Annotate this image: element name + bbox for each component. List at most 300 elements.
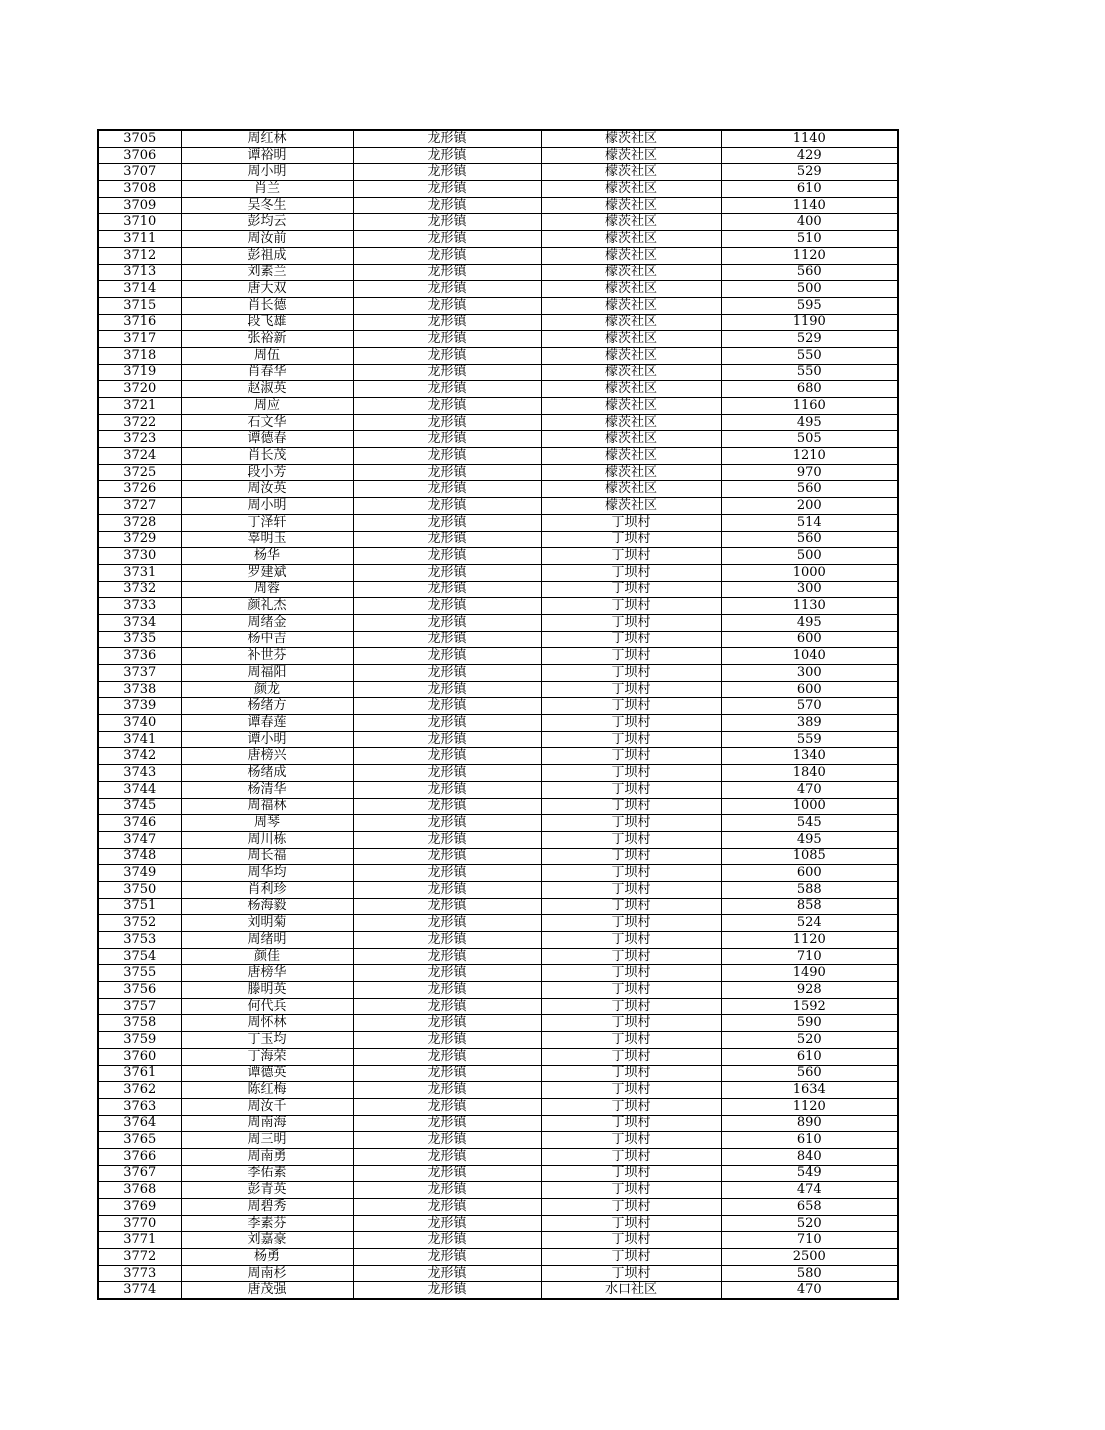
village-cell: 丁坝村: [541, 1215, 721, 1232]
amount-cell: 1592: [721, 998, 898, 1015]
table-row: [98, 548, 898, 565]
amount-cell: 400: [721, 214, 898, 231]
village-cell: 檬茨社区: [541, 231, 721, 248]
town-cell: 龙形镇: [353, 998, 541, 1015]
village-cell: 丁坝村: [541, 1098, 721, 1115]
village-cell: 水口社区: [541, 1282, 721, 1299]
town-cell: 龙形镇: [353, 1165, 541, 1182]
town-cell: 龙形镇: [353, 581, 541, 598]
name-cell: 周华均: [181, 865, 353, 882]
town-cell: 龙形镇: [353, 548, 541, 565]
table-row: [98, 848, 898, 865]
table-row: [98, 181, 898, 198]
amount-cell: 1120: [721, 932, 898, 949]
amount-cell: 545: [721, 815, 898, 832]
amount-cell: 610: [721, 1048, 898, 1065]
amount-cell: 474: [721, 1182, 898, 1199]
village-cell: 檬茨社区: [541, 264, 721, 281]
table-row: [98, 1065, 898, 1082]
town-cell: 龙形镇: [353, 1199, 541, 1216]
village-cell: 丁坝村: [541, 1165, 721, 1182]
table-row: [98, 731, 898, 748]
row-number-cell: 3732: [98, 581, 181, 598]
table-row: [98, 815, 898, 832]
town-cell: 龙形镇: [353, 464, 541, 481]
row-number-cell: 3706: [98, 147, 181, 164]
name-cell: 周南勇: [181, 1148, 353, 1165]
village-cell: 丁坝村: [541, 1082, 721, 1099]
name-cell: 周福阳: [181, 665, 353, 682]
village-cell: 丁坝村: [541, 982, 721, 999]
village-cell: 檬茨社区: [541, 130, 721, 147]
town-cell: 龙形镇: [353, 1182, 541, 1199]
town-cell: 龙形镇: [353, 314, 541, 331]
amount-cell: 710: [721, 948, 898, 965]
town-cell: 龙形镇: [353, 948, 541, 965]
name-cell: 周应: [181, 398, 353, 415]
table-row: [98, 614, 898, 631]
row-number-cell: 3771: [98, 1232, 181, 1249]
village-cell: 檬茨社区: [541, 498, 721, 515]
village-cell: 丁坝村: [541, 631, 721, 648]
name-cell: 杨绪成: [181, 765, 353, 782]
village-cell: 丁坝村: [541, 548, 721, 565]
row-number-cell: 3741: [98, 731, 181, 748]
row-number-cell: 3767: [98, 1165, 181, 1182]
amount-cell: 1340: [721, 748, 898, 765]
village-cell: 檬茨社区: [541, 481, 721, 498]
table-row: [98, 798, 898, 815]
village-cell: 丁坝村: [541, 815, 721, 832]
village-cell: 丁坝村: [541, 965, 721, 982]
row-number-cell: 3721: [98, 398, 181, 415]
village-cell: 丁坝村: [541, 1032, 721, 1049]
name-cell: 周伍: [181, 347, 353, 364]
row-number-cell: 3720: [98, 381, 181, 398]
name-cell: 颜龙: [181, 681, 353, 698]
amount-cell: 559: [721, 731, 898, 748]
village-cell: 檬茨社区: [541, 297, 721, 314]
row-number-cell: 3744: [98, 781, 181, 798]
row-number-cell: 3712: [98, 247, 181, 264]
village-cell: 丁坝村: [541, 715, 721, 732]
table-row: [98, 665, 898, 682]
row-number-cell: 3757: [98, 998, 181, 1015]
town-cell: 龙形镇: [353, 231, 541, 248]
row-number-cell: 3715: [98, 297, 181, 314]
amount-cell: 505: [721, 431, 898, 448]
name-cell: 周小明: [181, 498, 353, 515]
town-cell: 龙形镇: [353, 665, 541, 682]
name-cell: 唐榜兴: [181, 748, 353, 765]
town-cell: 龙形镇: [353, 1115, 541, 1132]
name-cell: 周汝前: [181, 231, 353, 248]
village-cell: 丁坝村: [541, 1048, 721, 1065]
row-number-cell: 3749: [98, 865, 181, 882]
name-cell: 周川栋: [181, 831, 353, 848]
amount-cell: 495: [721, 614, 898, 631]
village-cell: 檬茨社区: [541, 164, 721, 181]
town-cell: 龙形镇: [353, 181, 541, 198]
table-row: [98, 1132, 898, 1149]
name-cell: 谭德春: [181, 431, 353, 448]
table-row: [98, 898, 898, 915]
village-cell: 丁坝村: [541, 1148, 721, 1165]
row-number-cell: 3708: [98, 181, 181, 198]
table-row: [98, 130, 898, 147]
amount-cell: 429: [721, 147, 898, 164]
row-number-cell: 3719: [98, 364, 181, 381]
name-cell: 周琴: [181, 815, 353, 832]
town-cell: 龙形镇: [353, 898, 541, 915]
name-cell: 刘素兰: [181, 264, 353, 281]
town-cell: 龙形镇: [353, 381, 541, 398]
row-number-cell: 3726: [98, 481, 181, 498]
town-cell: 龙形镇: [353, 347, 541, 364]
amount-cell: 710: [721, 1232, 898, 1249]
amount-cell: 550: [721, 364, 898, 381]
table-row: [98, 865, 898, 882]
name-cell: 赵淑英: [181, 381, 353, 398]
amount-cell: 560: [721, 1065, 898, 1082]
village-cell: 丁坝村: [541, 681, 721, 698]
row-number-cell: 3763: [98, 1098, 181, 1115]
row-number-cell: 3722: [98, 414, 181, 431]
village-cell: 丁坝村: [541, 731, 721, 748]
amount-cell: 570: [721, 698, 898, 715]
amount-cell: 470: [721, 781, 898, 798]
town-cell: 龙形镇: [353, 297, 541, 314]
village-cell: 檬茨社区: [541, 197, 721, 214]
amount-cell: 970: [721, 464, 898, 481]
name-cell: 谭春莲: [181, 715, 353, 732]
town-cell: 龙形镇: [353, 1215, 541, 1232]
town-cell: 龙形镇: [353, 247, 541, 264]
table-row: [98, 281, 898, 298]
row-number-cell: 3737: [98, 665, 181, 682]
table-row: [98, 1032, 898, 1049]
name-cell: 丁海荣: [181, 1048, 353, 1065]
village-cell: 檬茨社区: [541, 247, 721, 264]
amount-cell: 1490: [721, 965, 898, 982]
table-row: [98, 314, 898, 331]
row-number-cell: 3738: [98, 681, 181, 698]
name-cell: 周蓉: [181, 581, 353, 598]
amount-cell: 560: [721, 264, 898, 281]
table-row: [98, 1215, 898, 1232]
table-row: [98, 481, 898, 498]
village-cell: 丁坝村: [541, 865, 721, 882]
table-row: [98, 932, 898, 949]
town-cell: 龙形镇: [353, 798, 541, 815]
town-cell: 龙形镇: [353, 932, 541, 949]
table-row: [98, 164, 898, 181]
town-cell: 龙形镇: [353, 414, 541, 431]
name-cell: 唐榜华: [181, 965, 353, 982]
name-cell: 肖兰: [181, 181, 353, 198]
name-cell: 周南海: [181, 1115, 353, 1132]
town-cell: 龙形镇: [353, 331, 541, 348]
name-cell: 彭均云: [181, 214, 353, 231]
town-cell: 龙形镇: [353, 1098, 541, 1115]
amount-cell: 2500: [721, 1249, 898, 1266]
row-number-cell: 3718: [98, 347, 181, 364]
amount-cell: 550: [721, 347, 898, 364]
name-cell: 肖长德: [181, 297, 353, 314]
table-row: [98, 748, 898, 765]
row-number-cell: 3752: [98, 915, 181, 932]
table-row: [98, 1249, 898, 1266]
row-number-cell: 3724: [98, 448, 181, 465]
amount-cell: 588: [721, 881, 898, 898]
town-cell: 龙形镇: [353, 831, 541, 848]
name-cell: 彭祖成: [181, 247, 353, 264]
name-cell: 唐茂强: [181, 1282, 353, 1299]
name-cell: 颜佳: [181, 948, 353, 965]
name-cell: 颜礼杰: [181, 598, 353, 615]
name-cell: 段飞雄: [181, 314, 353, 331]
name-cell: 滕明英: [181, 982, 353, 999]
table-row: [98, 398, 898, 415]
table-row: [98, 1199, 898, 1216]
town-cell: 龙形镇: [353, 1232, 541, 1249]
name-cell: 张裕新: [181, 331, 353, 348]
table-row: [98, 1098, 898, 1115]
row-number-cell: 3748: [98, 848, 181, 865]
amount-cell: 580: [721, 1265, 898, 1282]
row-number-cell: 3761: [98, 1065, 181, 1082]
table-row: [98, 781, 898, 798]
table-row: [98, 197, 898, 214]
amount-cell: 1190: [721, 314, 898, 331]
amount-cell: 858: [721, 898, 898, 915]
row-number-cell: 3735: [98, 631, 181, 648]
town-cell: 龙形镇: [353, 865, 541, 882]
row-number-cell: 3753: [98, 932, 181, 949]
table-row: [98, 915, 898, 932]
table-row: [98, 231, 898, 248]
town-cell: 龙形镇: [353, 498, 541, 515]
amount-cell: 1634: [721, 1082, 898, 1099]
name-cell: 周汝英: [181, 481, 353, 498]
table-row: [98, 1115, 898, 1132]
name-cell: 杨中吉: [181, 631, 353, 648]
row-number-cell: 3769: [98, 1199, 181, 1216]
village-cell: 檬茨社区: [541, 147, 721, 164]
row-number-cell: 3731: [98, 564, 181, 581]
town-cell: 龙形镇: [353, 765, 541, 782]
row-number-cell: 3766: [98, 1148, 181, 1165]
row-number-cell: 3742: [98, 748, 181, 765]
town-cell: 龙形镇: [353, 815, 541, 832]
village-cell: 檬茨社区: [541, 448, 721, 465]
row-number-cell: 3734: [98, 614, 181, 631]
table-row: [98, 498, 898, 515]
table-row: [98, 331, 898, 348]
village-cell: 丁坝村: [541, 1115, 721, 1132]
row-number-cell: 3770: [98, 1215, 181, 1232]
village-cell: 丁坝村: [541, 1265, 721, 1282]
table-body: [98, 130, 898, 1299]
village-cell: 丁坝村: [541, 514, 721, 531]
village-cell: 丁坝村: [541, 1015, 721, 1032]
table-row: [98, 698, 898, 715]
amount-cell: 890: [721, 1115, 898, 1132]
table-row: [98, 998, 898, 1015]
name-cell: 肖利珍: [181, 881, 353, 898]
name-cell: 石文华: [181, 414, 353, 431]
amount-cell: 524: [721, 915, 898, 932]
village-cell: 丁坝村: [541, 1065, 721, 1082]
name-cell: 周福林: [181, 798, 353, 815]
amount-cell: 1120: [721, 1098, 898, 1115]
village-cell: 檬茨社区: [541, 414, 721, 431]
name-cell: 肖春华: [181, 364, 353, 381]
amount-cell: 840: [721, 1148, 898, 1165]
town-cell: 龙形镇: [353, 1015, 541, 1032]
village-cell: 丁坝村: [541, 781, 721, 798]
name-cell: 唐大双: [181, 281, 353, 298]
name-cell: 谭裕明: [181, 147, 353, 164]
amount-cell: 600: [721, 681, 898, 698]
table-row: [98, 1232, 898, 1249]
amount-cell: 500: [721, 281, 898, 298]
amount-cell: 1000: [721, 798, 898, 815]
town-cell: 龙形镇: [353, 364, 541, 381]
row-number-cell: 3758: [98, 1015, 181, 1032]
village-cell: 丁坝村: [541, 698, 721, 715]
name-cell: 杨海毅: [181, 898, 353, 915]
village-cell: 丁坝村: [541, 531, 721, 548]
amount-cell: 470: [721, 1282, 898, 1299]
town-cell: 龙形镇: [353, 1082, 541, 1099]
table-row: [98, 297, 898, 314]
village-cell: 丁坝村: [541, 665, 721, 682]
table-row: [98, 431, 898, 448]
table-row: [98, 214, 898, 231]
name-cell: 李佑素: [181, 1165, 353, 1182]
village-cell: 丁坝村: [541, 1132, 721, 1149]
village-cell: 丁坝村: [541, 748, 721, 765]
table-row: [98, 514, 898, 531]
row-number-cell: 3729: [98, 531, 181, 548]
village-cell: 丁坝村: [541, 564, 721, 581]
table-row: [98, 531, 898, 548]
village-cell: 丁坝村: [541, 932, 721, 949]
village-cell: 檬茨社区: [541, 431, 721, 448]
row-number-cell: 3709: [98, 197, 181, 214]
amount-cell: 300: [721, 665, 898, 682]
amount-cell: 1120: [721, 247, 898, 264]
amount-cell: 610: [721, 181, 898, 198]
town-cell: 龙形镇: [353, 564, 541, 581]
village-cell: 丁坝村: [541, 765, 721, 782]
village-cell: 檬茨社区: [541, 398, 721, 415]
town-cell: 龙形镇: [353, 982, 541, 999]
table-row: [98, 247, 898, 264]
amount-cell: 529: [721, 331, 898, 348]
amount-cell: 549: [721, 1165, 898, 1182]
row-number-cell: 3733: [98, 598, 181, 615]
village-cell: 丁坝村: [541, 614, 721, 631]
village-cell: 檬茨社区: [541, 214, 721, 231]
town-cell: 龙形镇: [353, 264, 541, 281]
town-cell: 龙形镇: [353, 481, 541, 498]
name-cell: 辜明玉: [181, 531, 353, 548]
amount-cell: 600: [721, 631, 898, 648]
town-cell: 龙形镇: [353, 965, 541, 982]
name-cell: 周汝千: [181, 1098, 353, 1115]
row-number-cell: 3713: [98, 264, 181, 281]
town-cell: 龙形镇: [353, 631, 541, 648]
village-cell: 檬茨社区: [541, 181, 721, 198]
amount-cell: 520: [721, 1032, 898, 1049]
name-cell: 肖长茂: [181, 448, 353, 465]
table-row: [98, 965, 898, 982]
village-cell: 檬茨社区: [541, 464, 721, 481]
town-cell: 龙形镇: [353, 398, 541, 415]
row-number-cell: 3717: [98, 331, 181, 348]
row-number-cell: 3711: [98, 231, 181, 248]
name-cell: 周南杉: [181, 1265, 353, 1282]
row-number-cell: 3773: [98, 1265, 181, 1282]
amount-cell: 600: [721, 865, 898, 882]
row-number-cell: 3762: [98, 1082, 181, 1099]
row-number-cell: 3716: [98, 314, 181, 331]
town-cell: 龙形镇: [353, 431, 541, 448]
row-number-cell: 3768: [98, 1182, 181, 1199]
row-number-cell: 3740: [98, 715, 181, 732]
table-row: [98, 264, 898, 281]
row-number-cell: 3736: [98, 648, 181, 665]
row-number-cell: 3755: [98, 965, 181, 982]
town-cell: 龙形镇: [353, 731, 541, 748]
name-cell: 谭德英: [181, 1065, 353, 1082]
table-row: [98, 1048, 898, 1065]
table-row: [98, 982, 898, 999]
table-row: [98, 364, 898, 381]
table-row: [98, 831, 898, 848]
name-cell: 周怀林: [181, 1015, 353, 1032]
amount-cell: 495: [721, 831, 898, 848]
row-number-cell: 3725: [98, 464, 181, 481]
town-cell: 龙形镇: [353, 698, 541, 715]
table-row: [98, 448, 898, 465]
table-row: [98, 147, 898, 164]
amount-cell: 560: [721, 531, 898, 548]
row-number-cell: 3760: [98, 1048, 181, 1065]
amount-cell: 1085: [721, 848, 898, 865]
amount-cell: 510: [721, 231, 898, 248]
town-cell: 龙形镇: [353, 164, 541, 181]
village-cell: 丁坝村: [541, 998, 721, 1015]
name-cell: 彭青英: [181, 1182, 353, 1199]
town-cell: 龙形镇: [353, 748, 541, 765]
name-cell: 吴冬生: [181, 197, 353, 214]
table-row: [98, 381, 898, 398]
row-number-cell: 3723: [98, 431, 181, 448]
row-number-cell: 3750: [98, 881, 181, 898]
row-number-cell: 3728: [98, 514, 181, 531]
village-cell: 丁坝村: [541, 1249, 721, 1266]
village-cell: 丁坝村: [541, 848, 721, 865]
row-number-cell: 3751: [98, 898, 181, 915]
row-number-cell: 3707: [98, 164, 181, 181]
amount-cell: 500: [721, 548, 898, 565]
town-cell: 龙形镇: [353, 1249, 541, 1266]
row-number-cell: 3727: [98, 498, 181, 515]
village-cell: 檬茨社区: [541, 364, 721, 381]
